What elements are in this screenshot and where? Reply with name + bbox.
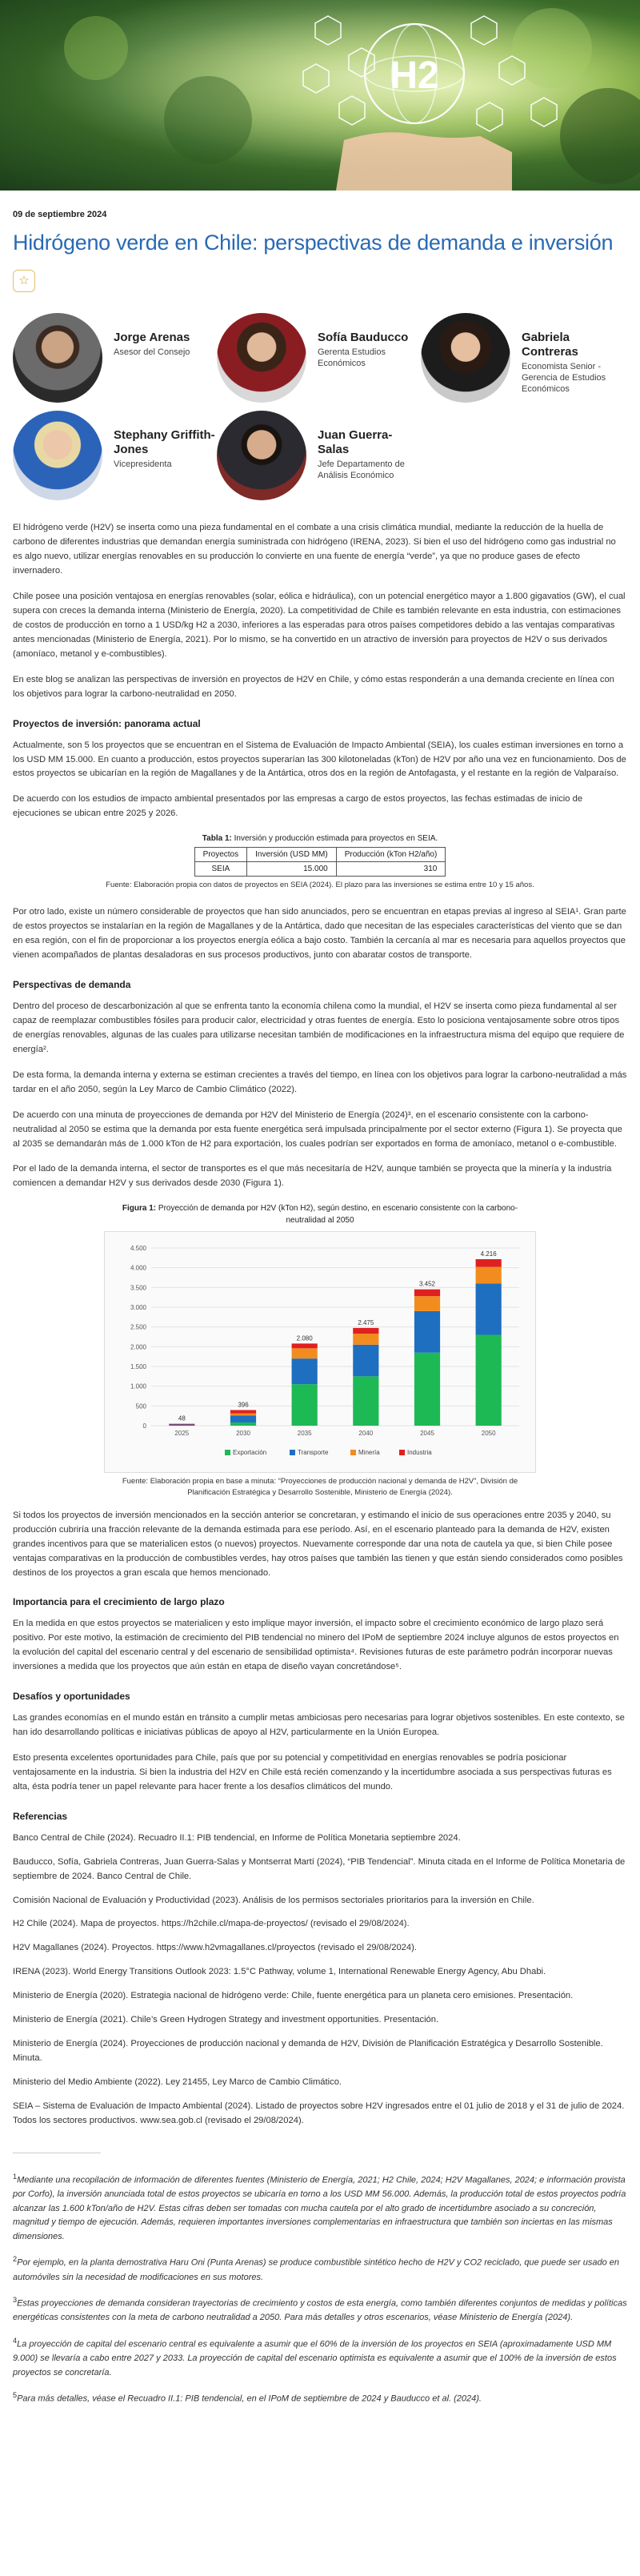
bar-segment: [292, 1384, 318, 1426]
reference-item: Ministerio de Energía (2024). Proyecciones de producción nacional y demanda de H2V, División de Planificación Estratégica y Desarrollo Sostenible. Minuta.: [13, 2039, 603, 2063]
table-header: Proyectos: [194, 848, 246, 862]
bar-segment: [230, 1410, 256, 1414]
section-heading: Desafíos y oportunidades: [13, 1691, 130, 1703]
avatar: [13, 411, 102, 500]
y-tick-label: 3.500: [130, 1284, 146, 1292]
reference-item: SEIA – Sistema de Evaluación de Impacto Ambiental (2024). Listado de proyectos sobre H2V ingresados entre el 01 julio de 2018 y el 31 de julio de 2024. Todos los sectores productivos. www.sea.gob.cl (revisado el 29/08/2024).: [13, 2101, 625, 2125]
hand-illustration: [336, 132, 512, 191]
reference-item: H2 Chile (2024). Mapa de proyectos. https://h2chile.cl/mapa-de-proyectos/ (revisado el 29/08/2024).: [13, 1919, 410, 1929]
hero-illustration: [0, 0, 640, 191]
table-cell: 15.000: [247, 862, 337, 877]
bar-segment: [414, 1290, 440, 1296]
x-tick-label: 2030: [236, 1430, 250, 1438]
author-role: Jefe Departamento de Análisis Económico: [318, 459, 405, 481]
section-heading: Importancia para el crecimiento de largo plazo: [13, 1596, 225, 1608]
paragraph: De acuerdo con los estudios de impacto ambiental presentados por las empresas a cargo de estos proyectos, las fechas estimadas de inicio de ejecuciones se ubican entre 2025 y 2026.: [13, 794, 583, 819]
paragraph: Si todos los proyectos de inversión mencionados en la sección anterior se concretaran, y estimando el inicio de sus operaciones entre 2035 y 2040, su producción cubriría una fracción relevante de la demanda estimada para ese período. Así, en el escenario planteado para la demanda de H2V, existen grandes incentivos para que se materialicen estos (o nuevos) proyectos. Nuevamente corresponde dar una nota de cautela ya que, si bien Chile posee ventajas comparativas en la producción de combustibles verdes, hay otros países que también las tienen y que están siendo considerados como posibles destinos de los proyectos a gran escala que hemos mencionado.: [13, 1510, 623, 1578]
reference-item: Bauducco, Sofía, Gabriela Contreras, Juan Guerra-Salas y Montserrat Martí (2024), “PIB Tendencial”. Minuta citada en el Informe de Política Monetaria de septiembre de 2024. Banco Central de Chile.: [13, 1856, 626, 1881]
legend-swatch: [225, 1450, 230, 1455]
investment-table: [194, 847, 446, 877]
bar-segment: [414, 1353, 440, 1426]
paragraph: Chile posee una posición ventajosa en energías renovables (solar, eólica e hidráulica), con un potencial energético mayor a 1.800 gigavatios (GW), el cual supera con creces la demanda interna (Ministerio de Energía, 2020). La competitividad de Chile es también relevante en esta industria, con estimaciones de costos de producción en torno a 1 USD/kg H2 a 2030, inferiores a las esperadas para otros países competidores debido a las ventajas comparativas antes mencionadas (Ministerio de Energía, 2021). Por lo mismo, se ha convertido en un atractivo de inversión para proyectos de H2V o sus derivados (amoníaco, metanol y e-combustibles).: [13, 592, 626, 659]
author-name: Juan Guerra-Salas: [318, 428, 393, 457]
y-tick-label: 1.500: [130, 1363, 146, 1371]
author-card[interactable]: [217, 313, 421, 406]
footnote: $^5$Para más detalles, véase el Recuadro II.1: PIB tendencial, en el IPoM de septiembre de 2024 y Bauducco et al. (2024).: [13, 2391, 482, 2405]
paragraph: De acuerdo con una minuta de proyecciones de demanda por H2V del Ministerio de Energía (2024)³, en el escenario consistente con la carbono-neutralidad al 2050 se estima que la demanda por esta fuente energética será impulsada principalmente por el sector externo (Figura 1). Se proyecta que al 2035 se demandarán más de 1.000 kTon de H2 para exportación, los cuales podrían ser exportados en forma de amoníaco, metanol o e-combustible.: [13, 1109, 622, 1149]
avatar: [13, 313, 102, 403]
legend-label: Exportación: [233, 1449, 267, 1457]
bar-segment: [414, 1296, 440, 1311]
x-tick-label: 2050: [481, 1430, 496, 1438]
bar-segment: [353, 1377, 378, 1426]
paragraph: Por otro lado, existe un número considerable de proyectos que han sido anunciados, pero se encuentran en etapas previas al ingreso al SEIA¹. Gran parte de estos proyectos se instalarían en la región de Magallanes y de la Antártica, dado que necesitan de las especiales características del viento que se dan en esa región, con el fin de proporcionar a los proyectos energía eólica a bajo costo. También la cercanía al mar es necesaria para aquellos proyectos que vienen acompañados de plantas desaladoras en sus procesos productivos, junto con abaratar costos de transporte.: [13, 907, 626, 961]
bar-segment: [414, 1311, 440, 1353]
author-card[interactable]: [13, 313, 217, 406]
table-cell: SEIA: [194, 862, 246, 877]
table-header-row: [194, 848, 446, 862]
total-label: 48: [178, 1414, 186, 1422]
bar-segment: [230, 1414, 256, 1415]
table-header: Producción (kTon H2/año): [336, 848, 446, 862]
paragraph: El hidrógeno verde (H2V) se inserta como una pieza fundamental en el combate a una crisis climática mundial, mediante la reducción de la huella de carbono de diferentes industrias que demandan energía suministrada con hidrógeno (IRENA, 2023). Si bien el uso del hidrógeno como gas industrial no es algo nuevo, utilizar energías renovables en su producción lo convierte en una fuente de energía “verde”, ya que no produce gases de efecto invernadero.: [13, 523, 616, 576]
legend-label: Transporte: [298, 1449, 329, 1457]
y-tick-label: 4.000: [130, 1264, 146, 1272]
y-tick-label: 0: [142, 1422, 146, 1430]
y-tick-label: 2.500: [130, 1323, 146, 1331]
footnotes: [13, 2171, 627, 2407]
reference-item: Ministerio de Energía (2021). Chile’s Green Hydrogen Strategy and investment opportunities. Presentación.: [13, 2015, 439, 2025]
author-role: Vicepresidenta: [114, 459, 172, 470]
figure-source: Fuente: Elaboración propia en base a minuta: “Proyecciones de producción nacional y demanda de H2V”, División de Planificación Estratégica y Desarrollo Sostenible, Ministerio de Energía (2024).: [122, 1477, 518, 1497]
total-label: 3.452: [418, 1280, 436, 1288]
total-label: 2.080: [296, 1334, 313, 1342]
x-tick-label: 2025: [174, 1430, 190, 1438]
author-name: Stephany Griffith-Jones: [114, 428, 215, 457]
reference-item: Ministerio del Medio Ambiente (2022). Ley 21455, Ley Marco de Cambio Climático.: [13, 2076, 342, 2087]
reference-item: IRENA (2023). World Energy Transitions Outlook 2023: 1.5°C Pathway, volume 1, International Renewable Energy Agency, Abu Dhabi.: [13, 1967, 546, 1977]
reference-item: Ministerio de Energía (2020). Estrategia nacional de hidrógeno verde: Chile, fuente energética para un planeta cero emisiones. Presentación.: [13, 1991, 574, 2001]
x-tick-label: 2040: [358, 1430, 374, 1438]
author-card[interactable]: [217, 411, 421, 504]
author-name: Sofía Bauducco: [318, 331, 409, 345]
bar-segment: [476, 1335, 502, 1426]
legend-label: Industria: [407, 1449, 432, 1457]
table-caption: Tabla 1: Inversión y producción estimada para proyectos en SEIA.: [202, 834, 438, 844]
references: [13, 1809, 627, 2129]
x-tick-label: 2035: [297, 1430, 312, 1438]
bar-segment: [292, 1344, 318, 1349]
author-role: Economista Senior - Gerencia de Estudios Económicos: [522, 362, 606, 394]
investment-table-block: [13, 833, 627, 891]
demand-chart: [105, 1232, 535, 1472]
total-label: 396: [238, 1401, 249, 1409]
h2-badge: H2: [390, 54, 439, 97]
bar-segment: [353, 1334, 378, 1345]
reference-item: H2V Magallanes (2024). Proyectos. https://www.h2vmagallanes.cl/proyectos (revisado el 29/08/2024).: [13, 1943, 417, 1953]
bar-segment: [353, 1328, 378, 1334]
footnote: $^2$Por ejemplo, en la planta demostrativa Haru Oni (Punta Arenas) se produce combustible sintético hecho de H2V y CO2 reciclado, que puede ser usado en automóviles sin la necesidad de modificaciones en sus motores.: [13, 2255, 619, 2282]
bar-segment: [292, 1358, 318, 1384]
paragraph: Actualmente, son 5 los proyectos que se encuentran en el Sistema de Evaluación de Impacto Ambiental (SEIA), los cuales estiman inversiones en torno a los USD MM 15.000. En cuanto a producción, estos proyectos superarían las 300 kilotoneladas (kTon) de H2V por año una vez en funcionamiento. Dos de estos proyectos se ubicarían en la región de Magallanes y de la Antártica, otros dos en la región de Antofagasta, y el restante en la región de Valparaíso.: [13, 740, 626, 779]
author-card[interactable]: [13, 411, 217, 504]
y-tick-label: 2.000: [130, 1343, 146, 1351]
y-tick-label: 500: [135, 1402, 146, 1410]
article-body: [13, 521, 627, 2406]
legend-label: Minería: [358, 1449, 380, 1457]
section-heading: Referencias: [13, 1810, 68, 1822]
reference-item: Banco Central de Chile (2024). Recuadro II.1: PIB tendencial, en Informe de Política Monetaria septiembre 2024.: [13, 1832, 461, 1843]
avatar: [421, 313, 510, 403]
author-card[interactable]: [421, 313, 625, 406]
total-label: 4.216: [480, 1250, 497, 1258]
legend-swatch: [350, 1450, 356, 1455]
table-row: [194, 862, 446, 877]
bar-segment: [169, 1425, 194, 1426]
total-label: 2.475: [358, 1319, 374, 1327]
avatar: [217, 411, 306, 500]
footnote: $^3$Estas proyecciones de demanda consideran trayectorias de crecimiento y costos de esta energía, como también diferentes conjuntos de medidas y políticas energéticas consistentes con la meta de carbono neutralidad a 2050. Para más detalles y otros escenarios, véase Ministerio de Energía (2024).: [13, 2296, 627, 2323]
paragraph: Las grandes economías en el mundo están en tránsito a cumplir metas ambiciosas pero necesarias para lograr objetivos sostenibles. En este contexto, se han ido desarrollando políticas e iniciativas públicas de apoyo al H2V, particularmente en la Unión Europea.: [13, 1713, 625, 1738]
bar-segment: [476, 1284, 502, 1335]
star-icon: ☆: [18, 274, 30, 288]
bar-segment: [292, 1349, 318, 1359]
paragraph: Por el lado de la demanda interna, el sector de transportes es el que más necesitaría de H2V, aunque también se proyecta que la minería y la industria comiencen a demandar H2V y sus derivados desde 2030 (Figura 1).: [13, 1164, 612, 1189]
y-tick-label: 4.500: [130, 1245, 146, 1253]
favorite-button[interactable]: [13, 270, 35, 292]
author-role: Asesor del Consejo: [114, 347, 190, 358]
reference-item: Comisión Nacional de Evaluación y Productividad (2023). Análisis de los permisos sectoriales prioritarios para la inversión en Chile.: [13, 1895, 534, 1905]
section-heading: Perspectivas de demanda: [13, 979, 131, 991]
author-name: Jorge Arenas: [114, 331, 190, 345]
legend-swatch: [290, 1450, 295, 1455]
table-cell: 310: [336, 862, 446, 877]
bar-segment: [230, 1415, 256, 1422]
figure-1: [104, 1202, 536, 1498]
table-header: Inversión (USD MM): [247, 848, 337, 862]
author-role: Gerenta Estudios Económicos: [318, 347, 386, 369]
y-tick-label: 3.000: [130, 1304, 146, 1312]
author-name: Gabriela Contreras: [522, 331, 578, 359]
chart-container: [104, 1231, 536, 1473]
section-heading: Proyectos de inversión: panorama actual: [13, 717, 201, 729]
footnote: $^4$La proyección de capital del escenario central es equivalente a asumir que el 60% de la inversión de los proyectos en SEIA (aproximadamente USD MM 9.000) se llevaría a cabo entre 2027 y 2033. La proyección de capital del escenario optimista es equivalente a asumir que el 100% de la inversión de estos proyectos se concretaría.: [13, 2336, 617, 2377]
y-tick-label: 1.000: [130, 1382, 146, 1390]
x-tick-label: 2045: [420, 1430, 434, 1438]
figure-caption: Figura 1: Proyección de demanda por H2V (kTon H2), según destino, en escenario consistente con la carbono-neutralidad al 2050: [122, 1204, 518, 1226]
bar-segment: [476, 1259, 502, 1267]
paragraph: De esta forma, la demanda interna y externa se estiman crecientes a través del tiempo, en línea con los objetivos para lograr la carbono-neutralidad a más tardar en el año 2050, según la Ley Marco de Cambio Climático (2022).: [13, 1069, 627, 1094]
page-title: Hidrógeno verde en Chile: perspectivas de demanda e inversión: [13, 230, 614, 255]
footnote: $^1$Mediante una recopilación de información de diferentes fuentes (Ministerio de Energía, 2021; H2 Chile, 2024; H2V Magallanes, 2024; e información provista por Corfo), la inversión anunciada total de estos proyectos se ubicaría en torno a los USD MM 56.000. Además, la producción total de estos proyectos podría alcanzar las 1.600 kTon/año de H2V. Estas cifras deben ser tomadas con mucha cautela por el alto grado de incertidumbre asociado a su concreción, magnitud y tiempo de ejecución. Además, requieren importantes inversiones complementarias en infraestructura que también son inciertas en las mismas dimensiones.: [13, 2172, 626, 2241]
bar-segment: [230, 1422, 256, 1426]
authors-list: [13, 313, 627, 504]
bar-segment: [353, 1345, 378, 1376]
paragraph: En este blog se analizan las perspectivas de inversión en proyectos de H2V en Chile, y cómo estas responderán a una demanda creciente en línea con los objetivos para lograr la carbono-neutralidad en 2050.: [13, 674, 614, 699]
paragraph: Dentro del proceso de descarbonización al que se enfrenta tanto la economía chilena como la mundial, el H2V se inserta como pieza fundamental al ser capaz de reemplazar combustibles fósiles para producir calor, electricidad y otras fuentes de energía. Esto lo posiciona ventajosamente sobre otros tipos de energías renovables, algunas de las cuales para utilizarse necesitan también de modificaciones en la infraestructura misma del equipo que requiere de energía².: [13, 1001, 625, 1054]
avatar: [217, 313, 306, 403]
hero-image: [0, 0, 640, 191]
bar-segment: [476, 1267, 502, 1284]
legend-swatch: [399, 1450, 405, 1455]
table-source: Fuente: Elaboración propia con datos de proyectos en SEIA (2024). El plazo para las inversiones se estima entre 10 y 15 años.: [106, 881, 534, 890]
paragraph: Esto presenta excelentes oportunidades para Chile, país que por su potencial y competitividad en energías renovables se podría posicionar ventajosamente en la industria. Si bien la industria del H2V en Chile está recién comenzando y la incertidumbre asociada a sus perspectivas futuras es alta, ésta podría tener un papel relevante para hacer frente a los desafíos climáticos del mundo.: [13, 1753, 612, 1792]
paragraph: En la medida en que estos proyectos se materialicen y esto implique mayor inversión, el impacto sobre el crecimiento económico de largo plazo será positivo. Por este motivo, la estimación de crecimiento del PIB tendencial no minero del IPoM de septiembre 2024 incluye algunos de estos proyectos en la evolución del capital del escenario central y del escenario de sensibilidad optimista⁴. Revisiones futuras de este parámetro podrán incorporar nuevas inversiones a medida que los proyectos que aún están en etapa de diseño vayan concretándose⁵.: [13, 1619, 619, 1672]
bar-segment: [169, 1424, 194, 1425]
publish-date: 09 de septiembre 2024: [13, 210, 107, 219]
